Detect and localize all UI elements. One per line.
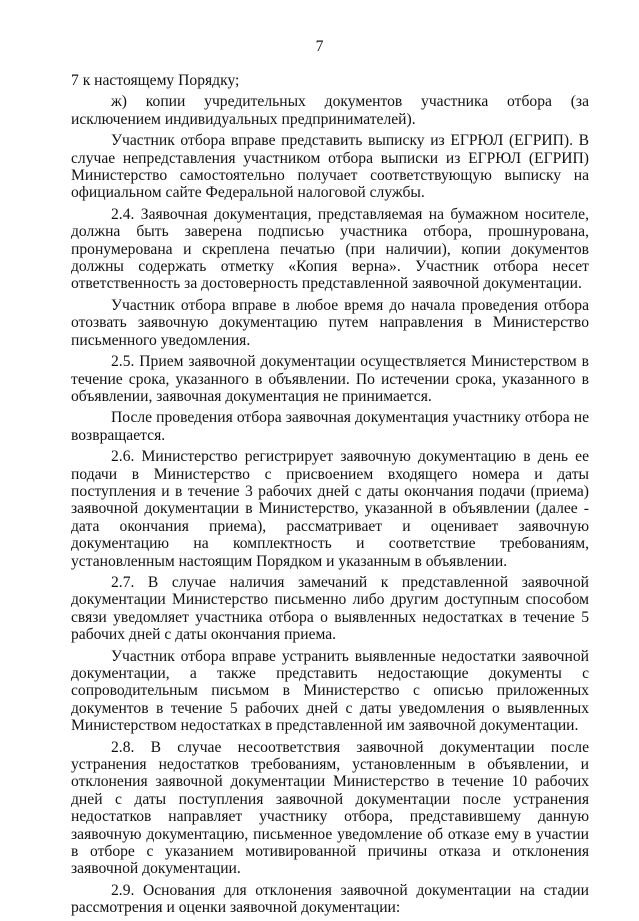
paragraph-remedy-deficiencies: Участник отбора вправе устранить выявленные недостатки заявочной документации, а также представить недостающие документы с сопроводительным письмом в Министерство с описью приложенных документов в течение 5 рабочих дней с даты уведомления о выявленных Министерством недостатках в представленной им заявочной документации. xyxy=(71,647,589,735)
paragraph-not-returned: После проведения отбора заявочная документация участнику отбора не возвращается. xyxy=(71,409,589,444)
paragraph-item-zh: ж) копии учредительных документов участника отбора (за исключением индивидуальных предпринимателей). xyxy=(71,93,589,128)
page-number: 7 xyxy=(315,38,324,55)
document-body xyxy=(71,72,589,921)
paragraph-2-9: 2.9. Основания для отклонения заявочной документации на стадии рассмотрения и оценки заявочной документации: xyxy=(71,881,589,917)
paragraph-egrul-extract: Участник отбора вправе представить выписку из ЕГРЮЛ (ЕГРИП). В случае непредставления участником отбора выписки из ЕГРЮЛ (ЕГРИП) Министерство самостоятельно получает соответствующую выписку на официальном сайте Федеральной налоговой службы. xyxy=(71,132,589,202)
paragraph-continuation: 7 к настоящему Порядку; xyxy=(71,72,240,89)
paragraph-2-6: 2.6. Министерство регистрирует заявочную документацию в день ее подачи в Министерство с присвоением входящего номера и даты поступления и в течение 3 рабочих дней с даты окончания подачи (приема) заявочной документации в Министерство, указанной в объявлении (далее - дата окончания приема), рассматривает и оценивает заявочную документацию на комплектность и соответствие требованиям, установленным настоящим Порядком и указанным в объявлении. xyxy=(71,448,589,570)
paragraph-2-5: 2.5. Прием заявочной документации осуществляется Министерством в течение срока, указанного в объявлении. По истечении срока, указанного в объявлении, заявочная документация не принимается. xyxy=(71,353,589,405)
paragraph-2-8: 2.8. В случае несоответствия заявочной документации после устранения недостатков требованиям, установленным в объявлении, и отклонения заявочной документации Министерство в течение 10 рабочих дней с даты поступления заявочной документации после устранения недостатков направляет участнику отбора, представившему данную заявочную документацию, письменное уведомление об отказе ему в участии в отборе с указанием мотивированной причины отказа и отклонения заявочной документации. xyxy=(71,738,589,878)
paragraph-withdrawal: Участник отбора вправе в любое время до начала проведения отбора отозвать заявочную документацию путем направления в Министерство письменного уведомления. xyxy=(71,296,589,349)
paragraph-2-4: 2.4. Заявочная документация, представляемая на бумажном носителе, должна быть заверена подписью участника отбора, прошнурована, пронумерована и скреплена печатью (при наличии), копии документов должны содержать отметку «Копия верна». Участник отбора несет ответственность за достоверность представленной заявочной документации. xyxy=(71,205,589,293)
paragraph-2-7: 2.7. В случае наличия замечаний к представленной заявочной документации Министерство письменно либо другим доступным способом связи уведомляет участника отбора о выявленных недостатках в течение 5 рабочих дней с даты окончания приема. xyxy=(71,573,589,644)
